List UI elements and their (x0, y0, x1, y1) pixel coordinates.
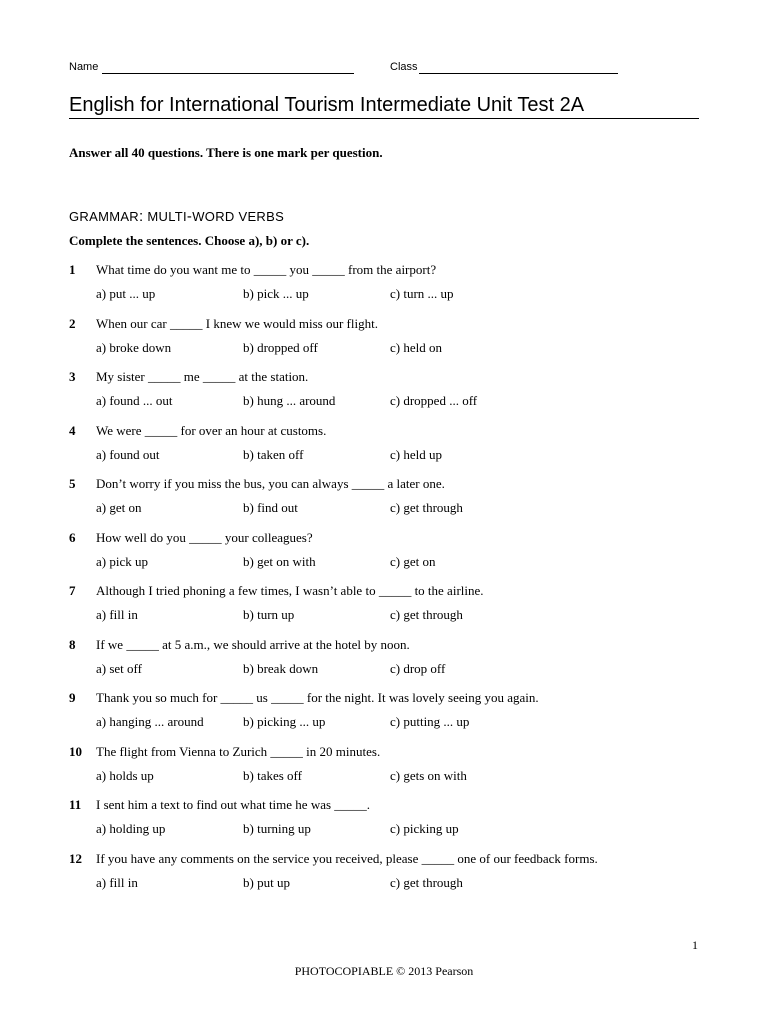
section-title-end: WORD VERBS (192, 209, 285, 224)
option-b[interactable]: b) turn up (243, 607, 295, 622)
question-item (69, 851, 709, 905)
question-item (69, 637, 709, 691)
question-number: 8 (69, 636, 76, 652)
question-number: 3 (69, 369, 76, 384)
question-text: We were _____ for over an hour at customs. (96, 422, 327, 438)
option-b[interactable]: b) dropped off (243, 339, 318, 355)
option-a[interactable]: a) found ... out (96, 393, 173, 408)
name-label: Name (69, 61, 99, 73)
option-b[interactable]: b) takes off (243, 767, 302, 783)
option-a[interactable]: a) fill in (96, 607, 138, 622)
option-b[interactable]: b) taken off (243, 446, 304, 462)
question-text: I sent him a text to find out what time he was _____. (96, 797, 371, 812)
section-title-hyphen: - (186, 208, 193, 225)
option-a[interactable]: a) put ... up (96, 286, 156, 301)
section-instruction: Complete the sentences. Choose a), b) or c). (69, 233, 310, 248)
section-title-rest: MULTI (143, 209, 187, 224)
question-item (69, 530, 709, 584)
name-class-row (69, 61, 709, 77)
option-a[interactable]: a) hanging ... around (96, 714, 204, 729)
option-b[interactable]: b) break down (243, 660, 319, 676)
option-c[interactable]: c) get on (390, 553, 436, 569)
question-number: 9 (69, 690, 76, 705)
option-c[interactable]: c) dropped ... off (390, 393, 478, 408)
question-number: 7 (69, 583, 76, 598)
option-c[interactable]: c) get through (390, 874, 463, 890)
option-c[interactable]: c) drop off (390, 660, 446, 676)
question-text: When our car _____ I knew we would miss our flight. (96, 315, 378, 331)
question-item (69, 797, 709, 851)
section-heading (69, 208, 284, 225)
option-c[interactable]: c) gets on with (390, 767, 467, 783)
question-number: 1 (69, 262, 76, 277)
option-b[interactable]: b) get on with (243, 553, 316, 569)
question-list (69, 262, 709, 904)
option-c[interactable]: c) putting ... up (390, 714, 470, 729)
question-number: 6 (69, 529, 76, 545)
page-title: English for International Tourism Intermediate Unit Test 2A (69, 94, 585, 116)
option-c[interactable]: c) turn ... up (390, 286, 454, 301)
question-text: Don’t worry if you miss the bus, you can always _____ a later one. (96, 476, 445, 491)
name-field-line[interactable] (102, 73, 354, 74)
footer-copyright: PHOTOCOPIABLE © 2013 Pearson (294, 964, 474, 978)
option-a[interactable]: a) get on (96, 500, 142, 515)
option-b[interactable]: b) pick ... up (243, 286, 309, 301)
option-b[interactable]: b) find out (243, 500, 298, 515)
test-instructions: Answer all 40 questions. There is one mark per question. (69, 145, 383, 160)
question-text: If we _____ at 5 a.m., we should arrive at the hotel by noon. (96, 636, 410, 652)
question-number: 11 (69, 797, 82, 812)
question-text: My sister _____ me _____ at the station. (96, 369, 309, 384)
question-number: 10 (69, 743, 82, 759)
question-text: Although I tried phoning a few times, I wasn’t able to _____ to the airline. (96, 583, 484, 598)
question-item (69, 690, 709, 744)
option-b[interactable]: b) put up (243, 874, 290, 890)
option-b[interactable]: b) turning up (243, 821, 311, 836)
question-number: 12 (69, 850, 82, 866)
question-text: The flight from Vienna to Zurich _____ in 20 minutes. (96, 743, 381, 759)
question-item (69, 262, 709, 316)
option-c[interactable]: c) picking up (390, 821, 459, 836)
option-a[interactable]: a) broke down (96, 339, 172, 355)
option-b[interactable]: b) picking ... up (243, 714, 326, 729)
question-number: 2 (69, 315, 76, 331)
section-title-colon: : (139, 208, 144, 225)
question-item (69, 476, 709, 530)
option-a[interactable]: a) holds up (96, 767, 154, 783)
option-c[interactable]: c) get through (390, 607, 463, 622)
question-text: How well do you _____ your colleagues? (96, 529, 313, 545)
option-a[interactable]: a) holding up (96, 821, 166, 836)
question-item (69, 369, 709, 423)
option-c[interactable]: c) get through (390, 500, 463, 515)
class-label: Class (390, 61, 418, 73)
question-text: What time do you want me to _____ you _____ from the airport? (96, 262, 437, 277)
question-number: 5 (69, 476, 76, 491)
question-item (69, 583, 709, 637)
question-text: Thank you so much for _____ us _____ for the night. It was lovely seeing you again. (96, 690, 539, 705)
option-b[interactable]: b) hung ... around (243, 393, 336, 408)
question-number: 4 (69, 422, 76, 438)
option-a[interactable]: a) fill in (96, 874, 138, 890)
option-c[interactable]: c) held on (390, 339, 442, 355)
option-a[interactable]: a) found out (96, 446, 160, 462)
question-text: If you have any comments on the service you received, please _____ one of our feedback forms. (96, 850, 598, 866)
question-item (69, 316, 709, 370)
title-divider (69, 118, 699, 119)
option-a[interactable]: a) pick up (96, 553, 148, 569)
question-item (69, 423, 709, 477)
question-item (69, 744, 709, 798)
option-a[interactable]: a) set off (96, 660, 142, 676)
section-title-first: GRAMMAR (69, 209, 139, 224)
page-number: 1 (692, 938, 698, 952)
class-field-line[interactable] (419, 73, 618, 74)
option-c[interactable]: c) held up (390, 446, 442, 462)
